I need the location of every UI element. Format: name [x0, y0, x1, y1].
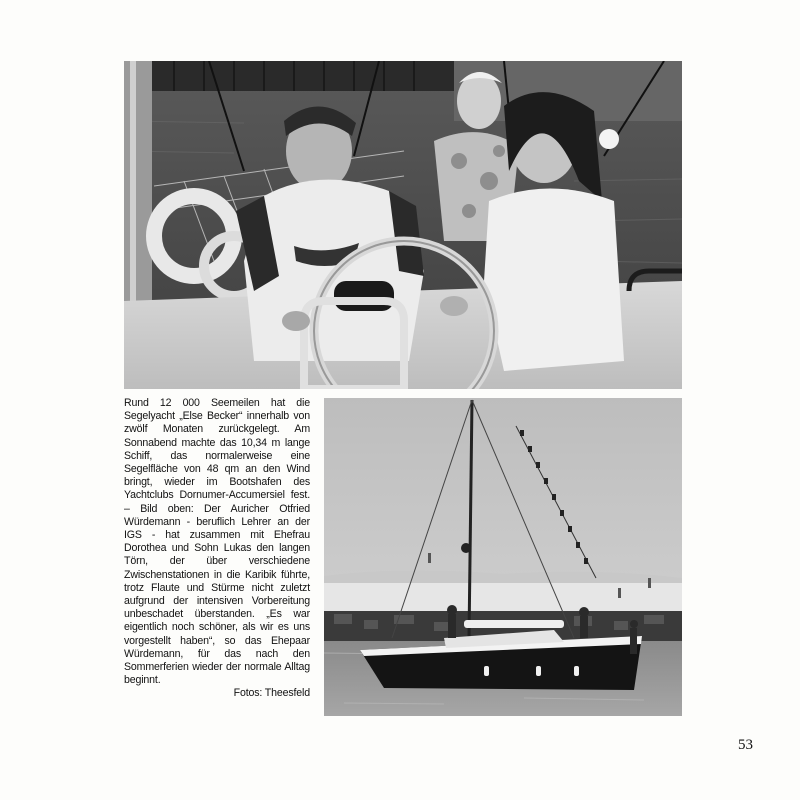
photo-caption	[124, 397, 310, 701]
family-on-yacht-photo	[124, 61, 682, 389]
page-number: 53	[738, 737, 753, 753]
yacht-in-harbour-photo	[324, 398, 682, 716]
caption-text: Rund 12 000 Seemeilen hat die Segelyacht „Else Becker“ innerhalb von zwölf Monaten zurückgelegt. Am Sonnabend machte das 10,34 m lange Schiff, das normalerweise eine Segelfläche von 48 qm an den Wind bringt, wieder im Bootshafen des Yachtclubs Dornumer-Accumersiel fest. – Bild oben: Der Auricher Otfried Würdemann - beruflich Lehrer an der IGS - hat zusammen mit Ehefrau Dorothea und Sohn Lukas den langen Törn, der über verschiedene Zwischenstationen in die Karibik führte, trotz Flaute und Stürme nicht zuletzt aufgrund der intensiven Vorbereitung unbeschadet überstanden. „Es war eigentlich noch schöner, als wir es uns vorgestellt haben“, so das Ehepaar Würdemann, für das nach den Sommerferien wieder der normale Alltag beginnt.	[124, 397, 310, 687]
photo-credit: Fotos: Theesfeld	[233, 687, 310, 700]
